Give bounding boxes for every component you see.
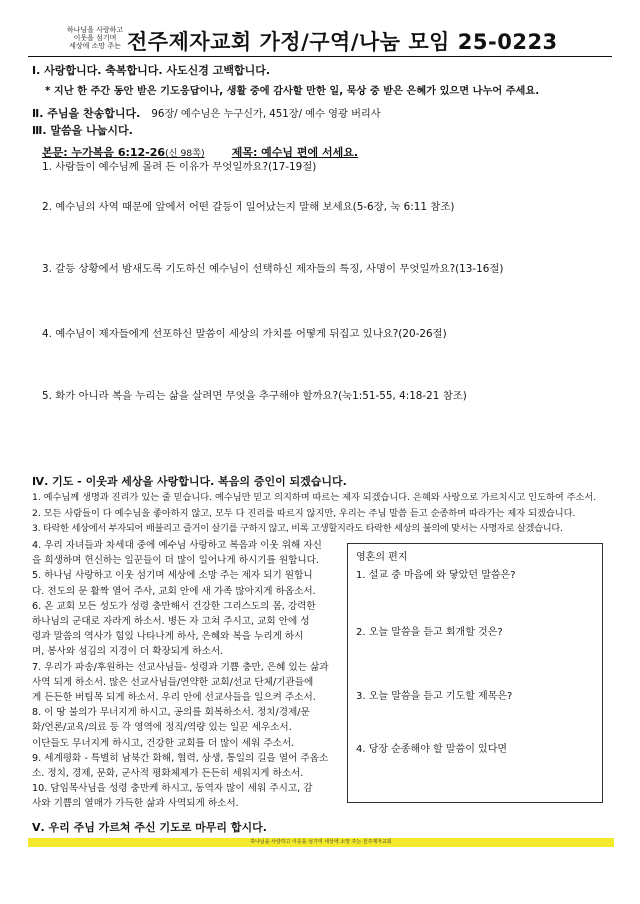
prayer-3: 3. 타락한 세상에서 부자되어 배불리고 즐거이 살기를 구하지 않고, 비록 고생할지라도 타락한 세상의 불의에 맞서는 사명자로 살겠습니다. [32,523,563,534]
letter-question-1: 1. 설교 중 마음에 와 닿았던 말씀은? [356,570,516,581]
prayer-list [32,538,342,812]
prayer-line: 8. 이 땅 불의가 무너지게 하시고, 공의를 회복하소서. 정치/경제/문 [32,707,310,719]
prayer-line: 소. 정치, 경제, 문화, 군사적 평화체제가 든든히 세워지게 하소서. [32,768,304,780]
soul-letter-box [347,543,603,803]
prayer-line: 5. 하나님 사랑하고 이웃 섬기며 세상에 소망 주는 제자 되기 원합니 [32,570,313,582]
prayer-line: 10. 담임목사님을 성령 충만케 하시고, 동역자 많이 세워 주시고, 감 [32,783,313,795]
prayer-line: 7. 우리가 파송/후원하는 선교사님들- 성령과 기쁨 충만, 은혜 있는 삶과 [32,661,329,673]
prayer-line: 이단들도 무너지게 하시고, 건강한 교회를 더 많이 세워 주소서. [32,737,295,749]
section-4-heading: Ⅳ. 기도 - 이웃과 세상을 사랑합니다. 복음의 증인이 되겠습니다. [32,475,347,488]
prayer-line: 6. 온 교회 모든 성도가 성령 충만해서 건강한 그리스도의 몸, 강력한 [32,600,316,612]
prayer-line: 화/언론/교육/의료 등 각 영역에 정직/역량 있는 일꾼 세우소서. [32,722,292,734]
section-5-heading: Ⅴ. 우리 주님 가르쳐 주신 기도로 마무리 합시다. [32,821,267,834]
prayer-line: 며, 봉사와 섬김의 지경이 더 확장되게 하소서. [32,646,224,658]
letter-question-2: 2. 오늘 말씀을 듣고 회개할 것은? [356,627,503,638]
section-1-heading: Ⅰ. 사랑합니다. 축복합니다. 사도신경 고백합니다. [32,64,271,77]
question-5: 5. 화가 아니라 복을 누리는 삶을 살려면 무엇을 추구해야 할까요?(눅1:51-55, 4:18-21 참조) [42,390,467,402]
hymn-list: 96장/ 예수님은 누구신가, 451장/ 예수 영광 버리사 [151,109,381,120]
footer-bar: 하나님을 사랑하고 이웃을 섬기며 세상에 소망 주는 전주제자교회 [28,838,614,847]
section-2-heading: Ⅱ. 주님을 찬송합니다. [32,107,141,120]
prayer-line: 사와 기쁨의 열매가 가득한 삶과 사역되게 하소서. [32,798,239,810]
full-width-prayers [32,490,596,537]
scripture-reference: 본문: 누가복음 6:12-26 [42,146,166,159]
prayer-line: 을 희생하며 헌신하는 일꾼들이 더 많이 일어나게 하시기를 원합니다. [32,555,319,567]
section-1-note: * 지난 한 주간 동안 받은 기도응답이나, 생활 중에 감사할 만한 일, 묵상 중 받은 은혜가 있으면 나누어 주세요. [45,86,540,97]
sermon-title: 제목: 예수님 편에 서세요. [231,146,359,159]
prayer-2: 2. 모든 사람들이 다 예수님을 좋아하지 않고, 모두 다 진리를 따르지 않지만, 우리는 주님 말씀 듣고 순종하며 따라가는 제자 되겠습니다. [32,507,576,519]
page-title: 전주제자교회 가정/구역/나눔 모임 25-0223 [127,30,558,54]
prayer-line: 게 든든한 버팀목 되게 하소서. 우리 안에 선교사들을 일으켜 주소서. [32,692,316,704]
motto-line-2: 이웃을 섬기며 [73,34,117,42]
scripture-page: (신 98쪽) [165,148,205,159]
question-4: 4. 예수님이 제자들에게 선포하신 말씀이 세상의 가치를 어떻게 뒤집고 있나요?(20-26절) [42,328,447,340]
motto-line-1: 하나님을 사랑하고 [66,26,124,34]
prayer-line: 9. 세계평화 - 특별히 남북간 화해, 협력, 상생, 통일의 길을 열어 주옵소 [32,752,329,764]
letter-question-3: 3. 오늘 말씀을 듣고 기도할 제목은? [356,691,513,702]
prayer-line: 다. 전도의 문 활짝 열어 주사, 교회 안에 새 가족 많아지게 하옵소서. [32,585,316,597]
section-2 [32,102,381,121]
soul-letter-title: 영혼의 편지 [356,552,408,563]
prayer-1: 1. 예수님께 생명과 진리가 있는 줄 믿습니다. 예수님만 믿고 의지하며 따르는 제자 되겠습니다. 은혜와 사랑으로 가르치시고 인도하여 주소서. [32,492,597,503]
prayer-line: 4. 우리 자녀들과 차세대 중에 예수님 사랑하고 복음과 이웃 위해 자신 [32,540,322,551]
prayer-line: 하나님의 군대로 자라게 하소서. 병든 자 고쳐 주시고, 교회 안에 성 [32,616,310,628]
header-divider [28,56,612,57]
section-3-heading: Ⅲ. 말씀을 나눕시다. [32,124,133,137]
letter-question-4: 4. 당장 순종해야 할 말씀이 있다면 [356,744,508,755]
prayer-line: 령과 말씀의 역사가 힘있 나타나게 하사, 은혜와 복을 누리게 하시 [32,631,304,643]
question-1: 1. 사람들이 예수님께 몰려 든 이유가 무엇일까요?(17-19절) [42,161,317,173]
question-2: 2. 예수님의 사역 때문에 앞에서 어떤 갈등이 일어났는지 말해 보세요(5-6장, 눅 6:11 참조) [42,201,455,213]
question-3: 3. 갈등 상황에서 밤새도록 기도하신 예수님이 선택하신 제자들의 특징, 사명이 무엇일까요?(13-16절) [42,263,504,275]
motto-line-3: 세상에 소망 주는 [69,42,121,50]
church-motto [66,26,124,50]
prayer-line: 사역 되게 하소서. 많은 선교사님들/연약한 교회/선교 단체/기관들에 [32,676,314,688]
